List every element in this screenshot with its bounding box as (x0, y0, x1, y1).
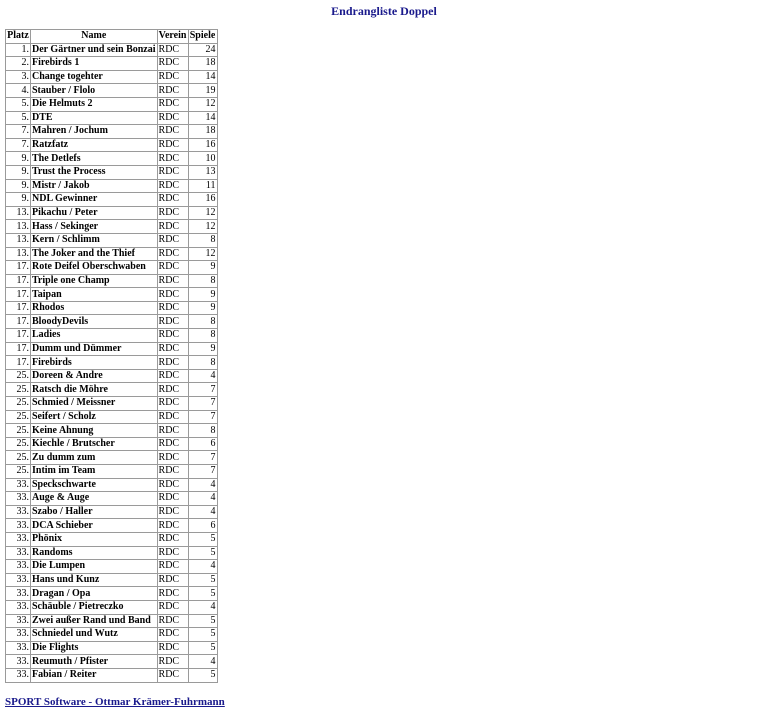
cell-spiele: 18 (188, 125, 217, 139)
cell-name: Rote Deifel Oberschwaben (31, 261, 158, 275)
cell-spiele: 19 (188, 84, 217, 98)
cell-platz: 17. (6, 288, 31, 302)
cell-name: Taipan (31, 288, 158, 302)
table-row (6, 274, 218, 288)
cell-platz: 33. (6, 628, 31, 642)
cell-platz: 5. (6, 111, 31, 125)
cell-platz: 17. (6, 274, 31, 288)
cell-name: Fabian / Reiter (31, 668, 158, 682)
cell-platz: 7. (6, 138, 31, 152)
table-row (6, 383, 218, 397)
cell-spiele: 14 (188, 111, 217, 125)
cell-name: Stauber / Flolo (31, 84, 158, 98)
cell-platz: 9. (6, 152, 31, 166)
cell-name: Zwei außer Rand und Band (31, 614, 158, 628)
cell-name: Triple one Champ (31, 274, 158, 288)
ranking-table (5, 29, 218, 683)
table-header-row (6, 30, 218, 44)
cell-name: NDL Gewinner (31, 193, 158, 207)
cell-verein: RDC (157, 84, 188, 98)
cell-spiele: 14 (188, 70, 217, 84)
cell-platz: 17. (6, 329, 31, 343)
table-row (6, 220, 218, 234)
cell-spiele: 4 (188, 560, 217, 574)
cell-verein: RDC (157, 641, 188, 655)
table-row (6, 465, 218, 479)
cell-name: Kern / Schlimm (31, 233, 158, 247)
cell-verein: RDC (157, 57, 188, 71)
cell-verein: RDC (157, 179, 188, 193)
table-row (6, 492, 218, 506)
cell-name: Schniedel und Wutz (31, 628, 158, 642)
cell-spiele: 5 (188, 614, 217, 628)
cell-verein: RDC (157, 397, 188, 411)
cell-verein: RDC (157, 233, 188, 247)
cell-name: Dragan / Opa (31, 587, 158, 601)
table-row (6, 247, 218, 261)
cell-spiele: 11 (188, 179, 217, 193)
page-title: Endrangliste Doppel (331, 4, 437, 18)
cell-verein: RDC (157, 206, 188, 220)
cell-verein: RDC (157, 424, 188, 438)
cell-verein: RDC (157, 628, 188, 642)
cell-spiele: 9 (188, 261, 217, 275)
cell-verein: RDC (157, 505, 188, 519)
header-verein: Verein (158, 30, 187, 42)
cell-spiele: 16 (188, 138, 217, 152)
cell-platz: 33. (6, 532, 31, 546)
cell-platz: 33. (6, 492, 31, 506)
cell-platz: 25. (6, 410, 31, 424)
cell-verein: RDC (157, 220, 188, 234)
table-row (6, 138, 218, 152)
cell-name: Mistr / Jakob (31, 179, 158, 193)
cell-spiele: 4 (188, 492, 217, 506)
cell-name: Ratsch die Möhre (31, 383, 158, 397)
cell-verein: RDC (157, 532, 188, 546)
cell-name: Schmied / Meissner (31, 397, 158, 411)
cell-verein: RDC (157, 655, 188, 669)
table-row (6, 424, 218, 438)
table-row (6, 641, 218, 655)
cell-verein: RDC (157, 519, 188, 533)
cell-name: Szabo / Haller (31, 505, 158, 519)
cell-verein: RDC (157, 668, 188, 682)
cell-name: Kiechle / Brutscher (31, 437, 158, 451)
cell-verein: RDC (157, 97, 188, 111)
cell-platz: 25. (6, 424, 31, 438)
cell-platz: 13. (6, 220, 31, 234)
cell-spiele: 8 (188, 274, 217, 288)
cell-platz: 33. (6, 519, 31, 533)
cell-name: Keine Ahnung (31, 424, 158, 438)
cell-platz: 25. (6, 465, 31, 479)
cell-verein: RDC (157, 301, 188, 315)
cell-verein: RDC (157, 261, 188, 275)
cell-platz: 13. (6, 247, 31, 261)
cell-verein: RDC (157, 342, 188, 356)
cell-spiele: 7 (188, 465, 217, 479)
cell-platz: 33. (6, 505, 31, 519)
cell-verein: RDC (157, 356, 188, 370)
cell-spiele: 4 (188, 505, 217, 519)
table-row (6, 179, 218, 193)
cell-platz: 25. (6, 369, 31, 383)
cell-name: Firebirds (31, 356, 158, 370)
cell-platz: 2. (6, 57, 31, 71)
cell-platz: 33. (6, 600, 31, 614)
header-spiele: Spiele (189, 30, 216, 42)
cell-spiele: 7 (188, 383, 217, 397)
table-row (6, 614, 218, 628)
cell-name: Schäuble / Pietreczko (31, 600, 158, 614)
cell-verein: RDC (157, 288, 188, 302)
cell-platz: 7. (6, 125, 31, 139)
table-row (6, 600, 218, 614)
table-row (6, 519, 218, 533)
cell-spiele: 7 (188, 397, 217, 411)
table-row (6, 233, 218, 247)
cell-name: Seifert / Scholz (31, 410, 158, 424)
cell-platz: 13. (6, 233, 31, 247)
cell-spiele: 16 (188, 193, 217, 207)
cell-platz: 13. (6, 206, 31, 220)
cell-platz: 33. (6, 560, 31, 574)
table-row (6, 43, 218, 57)
table-row (6, 437, 218, 451)
cell-spiele: 8 (188, 424, 217, 438)
cell-platz: 33. (6, 614, 31, 628)
cell-name: Ratzfatz (31, 138, 158, 152)
cell-spiele: 4 (188, 655, 217, 669)
cell-platz: 17. (6, 356, 31, 370)
cell-platz: 33. (6, 478, 31, 492)
table-row (6, 356, 218, 370)
cell-name: Speckschwarte (31, 478, 158, 492)
cell-name: Reumuth / Pfister (31, 655, 158, 669)
cell-verein: RDC (157, 600, 188, 614)
cell-name: Ladies (31, 329, 158, 343)
table-row (6, 478, 218, 492)
cell-verein: RDC (157, 274, 188, 288)
table-row (6, 125, 218, 139)
table-row (6, 193, 218, 207)
cell-spiele: 4 (188, 600, 217, 614)
cell-platz: 25. (6, 383, 31, 397)
table-row (6, 342, 218, 356)
cell-name: Dumm und Dümmer (31, 342, 158, 356)
table-row (6, 397, 218, 411)
cell-spiele: 12 (188, 97, 217, 111)
cell-spiele: 8 (188, 315, 217, 329)
cell-name: Firebirds 1 (31, 57, 158, 71)
table-body (6, 43, 218, 682)
table-row (6, 505, 218, 519)
cell-verein: RDC (157, 315, 188, 329)
cell-spiele: 7 (188, 451, 217, 465)
cell-platz: 33. (6, 546, 31, 560)
cell-spiele: 9 (188, 288, 217, 302)
cell-verein: RDC (157, 43, 188, 57)
table-row (6, 70, 218, 84)
cell-spiele: 13 (188, 165, 217, 179)
cell-platz: 33. (6, 641, 31, 655)
cell-verein: RDC (157, 587, 188, 601)
cell-spiele: 6 (188, 437, 217, 451)
cell-spiele: 24 (188, 43, 217, 57)
table-row (6, 206, 218, 220)
table-row (6, 315, 218, 329)
cell-spiele: 5 (188, 546, 217, 560)
cell-verein: RDC (157, 465, 188, 479)
cell-verein: RDC (157, 573, 188, 587)
cell-spiele: 5 (188, 628, 217, 642)
cell-verein: RDC (157, 165, 188, 179)
cell-verein: RDC (157, 546, 188, 560)
cell-platz: 9. (6, 179, 31, 193)
cell-spiele: 9 (188, 301, 217, 315)
cell-name: Die Flights (31, 641, 158, 655)
cell-name: DCA Schieber (31, 519, 158, 533)
cell-platz: 25. (6, 397, 31, 411)
table-row (6, 111, 218, 125)
cell-spiele: 10 (188, 152, 217, 166)
cell-verein: RDC (157, 247, 188, 261)
cell-platz: 33. (6, 655, 31, 669)
cell-platz: 17. (6, 261, 31, 275)
cell-verein: RDC (157, 193, 188, 207)
table-row (6, 546, 218, 560)
table-row (6, 410, 218, 424)
cell-name: The Joker and the Thief (31, 247, 158, 261)
cell-name: The Detlefs (31, 152, 158, 166)
cell-verein: RDC (157, 437, 188, 451)
cell-platz: 9. (6, 165, 31, 179)
table-row (6, 288, 218, 302)
cell-verein: RDC (157, 451, 188, 465)
cell-name: Die Lumpen (31, 560, 158, 574)
cell-verein: RDC (157, 410, 188, 424)
cell-platz: 5. (6, 97, 31, 111)
cell-name: Randoms (31, 546, 158, 560)
cell-platz: 33. (6, 573, 31, 587)
cell-name: BloodyDevils (31, 315, 158, 329)
cell-verein: RDC (157, 614, 188, 628)
cell-verein: RDC (157, 329, 188, 343)
table-row (6, 655, 218, 669)
cell-spiele: 5 (188, 641, 217, 655)
cell-name: Pikachu / Peter (31, 206, 158, 220)
cell-name: Phönix (31, 532, 158, 546)
cell-spiele: 12 (188, 206, 217, 220)
cell-verein: RDC (157, 369, 188, 383)
cell-verein: RDC (157, 111, 188, 125)
cell-platz: 33. (6, 668, 31, 682)
cell-spiele: 4 (188, 369, 217, 383)
cell-name: Der Gärtner und sein Bonzai (32, 43, 156, 55)
table-row (6, 57, 218, 71)
cell-name: Intim im Team (31, 465, 158, 479)
cell-spiele: 8 (188, 329, 217, 343)
cell-spiele: 8 (188, 356, 217, 370)
cell-name: Mahren / Jochum (31, 125, 158, 139)
ranking-table-container (5, 29, 218, 683)
cell-platz: 17. (6, 342, 31, 356)
cell-platz: 17. (6, 315, 31, 329)
cell-spiele: 5 (188, 587, 217, 601)
cell-name: Change togehter (31, 70, 158, 84)
cell-platz: 17. (6, 301, 31, 315)
cell-spiele: 5 (188, 668, 217, 682)
table-row (6, 165, 218, 179)
table-row (6, 97, 218, 111)
cell-spiele: 7 (188, 410, 217, 424)
footer-link[interactable]: SPORT Software - Ottmar Krämer-Fuhrmann (5, 696, 225, 708)
cell-verein: RDC (157, 152, 188, 166)
cell-platz: 4. (6, 84, 31, 98)
cell-name: Doreen & Andre (31, 369, 158, 383)
table-row (6, 532, 218, 546)
cell-platz: 3. (6, 70, 31, 84)
table-row (6, 451, 218, 465)
cell-platz: 9. (6, 193, 31, 207)
header-name: Name (31, 30, 158, 44)
cell-name: Die Helmuts 2 (31, 97, 158, 111)
cell-platz: 25. (6, 451, 31, 465)
cell-verein: RDC (157, 478, 188, 492)
table-row (6, 560, 218, 574)
cell-spiele: 8 (188, 233, 217, 247)
table-row (6, 628, 218, 642)
cell-name: Zu dumm zum (31, 451, 158, 465)
cell-spiele: 5 (188, 573, 217, 587)
cell-spiele: 5 (188, 532, 217, 546)
cell-platz: 25. (6, 437, 31, 451)
cell-name: DTE (31, 111, 158, 125)
table-row (6, 301, 218, 315)
cell-verein: RDC (157, 70, 188, 84)
table-row (6, 573, 218, 587)
table-row (6, 261, 218, 275)
cell-spiele: 4 (188, 478, 217, 492)
table-row (6, 329, 218, 343)
table-row (6, 152, 218, 166)
cell-verein: RDC (157, 125, 188, 139)
table-row (6, 668, 218, 682)
cell-verein: RDC (157, 138, 188, 152)
table-row (6, 84, 218, 98)
cell-spiele: 9 (188, 342, 217, 356)
cell-platz: 33. (6, 587, 31, 601)
cell-name: Hass / Sekinger (31, 220, 158, 234)
cell-spiele: 12 (188, 247, 217, 261)
cell-name: Rhodos (31, 301, 158, 315)
cell-name: Auge & Auge (31, 492, 158, 506)
cell-spiele: 12 (188, 220, 217, 234)
table-row (6, 587, 218, 601)
cell-name: Hans und Kunz (31, 573, 158, 587)
cell-verein: RDC (157, 560, 188, 574)
cell-verein: RDC (157, 492, 188, 506)
header-platz: Platz (7, 30, 29, 42)
cell-spiele: 6 (188, 519, 217, 533)
cell-platz: 1. (6, 43, 31, 57)
table-row (6, 369, 218, 383)
cell-name: Trust the Process (31, 165, 158, 179)
cell-verein: RDC (157, 383, 188, 397)
cell-spiele: 18 (188, 57, 217, 71)
